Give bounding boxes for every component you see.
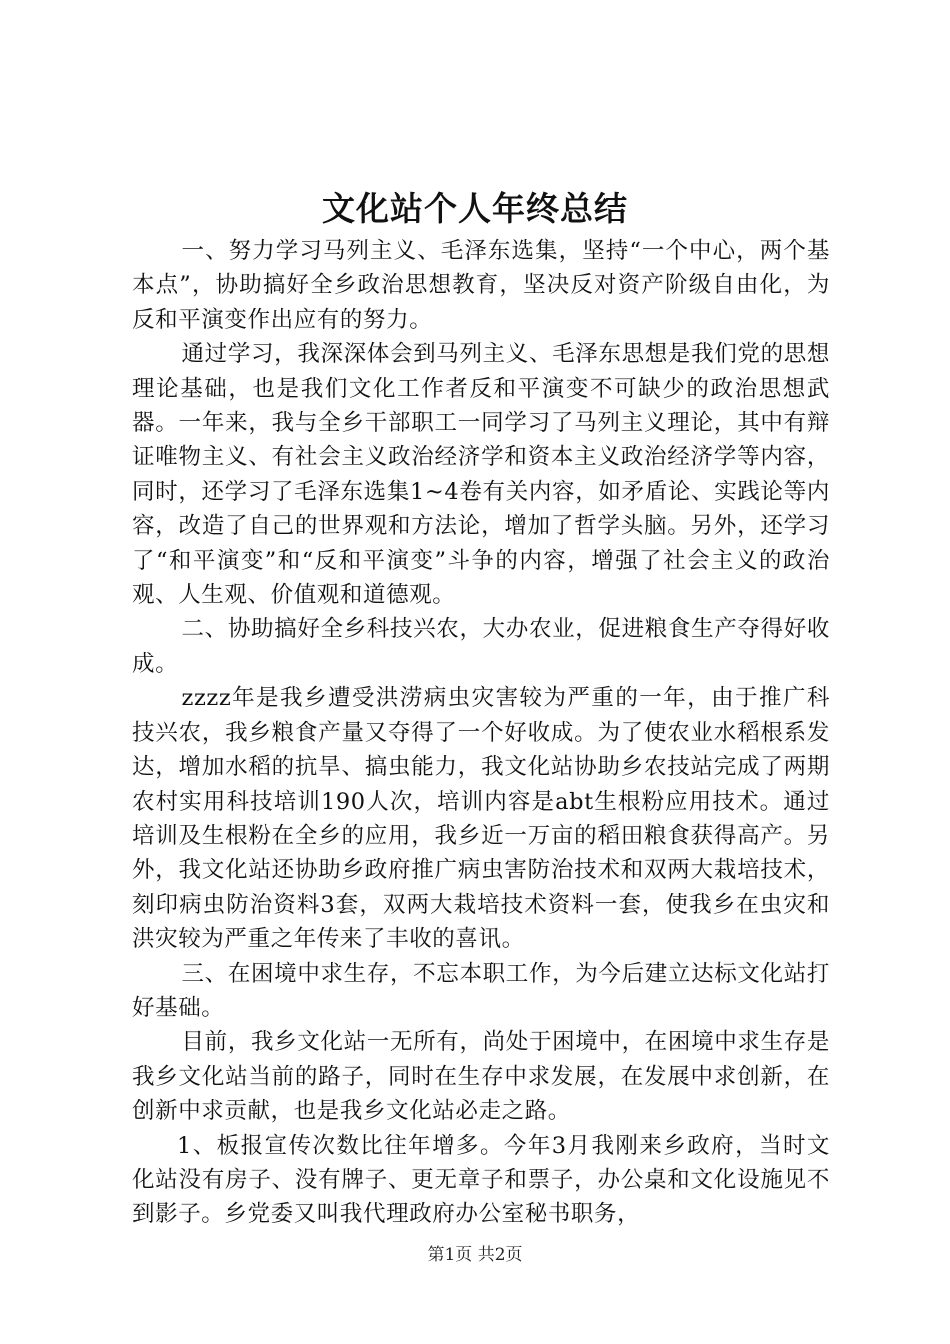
document-title: 文化站个人年终总结 — [322, 189, 628, 228]
paragraph-2: 通过学习，我深深体会到马列主义、毛泽东思想是我们党的思想理论基础，也是我们文化工作者反和平演变不可缺少的政治思想武器。一年来，我与全乡干部职工一同学习了马列主义理论，其中有辩证唯物主义、有社会主义政治经济学和资本主义政治经济学等内容，同时，还学习了毛泽东选集1~4卷有关内容，如矛盾论、实践论等内容，改造了自己的世界观和方法论，增加了哲学头脑。另外，还学习了“和平演变”和“反和平演变”斗争的内容，增强了社会主义的政治观、人生观、价值观和道德观。 — [132, 341, 830, 609]
paragraph-7: 1、板报宣传次数比往年增多。今年3月我刚来乡政府，当时文化站没有房子、没有牌子、更无章子和票子，办公桌和文化设施见不到影子。乡党委又叫我代理政府办公室秘书职务， — [132, 1132, 830, 1228]
paragraph-5: 三、在困境中求生存，不忘本职工作，为今后建立达标文化站打好基础。 — [132, 960, 830, 1021]
paragraph-1: 一、努力学习马列主义、毛泽东选集，坚持“一个中心，两个基本点”，协助搞好全乡政治思想教育，坚决反对资产阶级自由化，为反和平演变作出应有的努力。 — [132, 238, 830, 333]
paragraph-4: zzzz年是我乡遭受洪涝病虫灾害较为严重的一年，由于推广科技兴农，我乡粮食产量又夺得了一个好收成。为了使农业水稻根系发达，增加水稻的抗旱、搞虫能力，我文化站协助乡农技站完成了两期农村实用科技培训190人次，培训内容是abt生根粉应用技术。通过培训及生根粉在全乡的应用，我乡近一万亩的稻田粮食获得高产。另外，我文化站还协助乡政府推广病虫害防治技术和双两大栽培技术，刻印病虫防治资料3套，双两大栽培技术资料一套，使我乡在虫灾和洪灾较为严重之年传来了丰收的喜讯。 — [132, 685, 830, 953]
paragraph-6: 目前，我乡文化站一无所有，尚处于困境中，在困境中求生存是我乡文化站当前的路子，同时在生存中求发展，在发展中求创新，在创新中求贡献，也是我乡文化站必走之路。 — [132, 1029, 830, 1125]
paragraph-3: 二、协助搞好全乡科技兴农，大办农业，促进粮食生产夺得好收成。 — [132, 616, 830, 677]
page-footer: 第1页 共2页 — [427, 1245, 523, 1265]
document-body — [132, 234, 830, 1232]
